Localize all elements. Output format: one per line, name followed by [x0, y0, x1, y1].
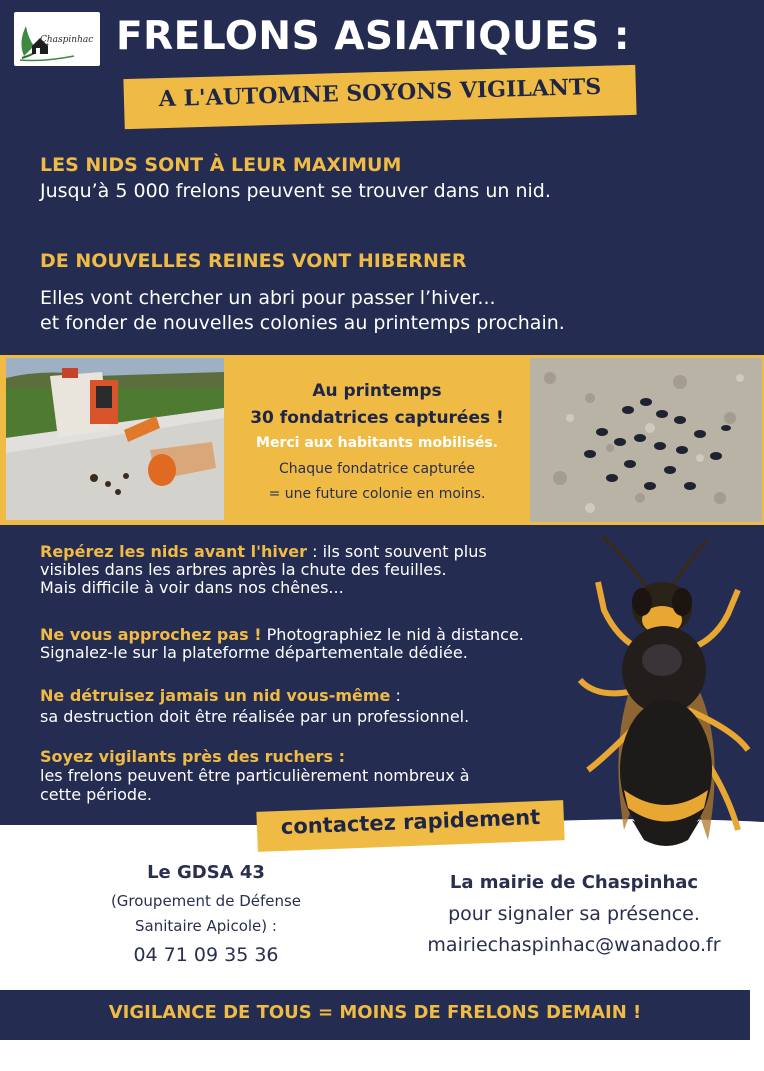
logo-text: Chaspinhac — [40, 35, 94, 45]
queens-text-line1: Elles vont chercher un abri pour passer l’hiver... — [40, 287, 496, 309]
hornet-illustration — [558, 530, 764, 860]
advice-item-2-line2: Signalez-le sur la plateforme départementale dédiée. — [40, 643, 468, 662]
advice-item-4-line2: les frelons peuvent être particulièrement nombreux à — [40, 766, 470, 785]
trap-photo — [6, 358, 224, 520]
advice-item-4-line1 — [40, 748, 345, 765]
page-title: FRELONS ASIATIQUES : — [116, 14, 631, 59]
advice-item-1-line1 — [40, 543, 487, 560]
nests-heading: LES NIDS SONT À LEUR MAXIMUM — [40, 154, 402, 176]
captured-hornets-photo — [530, 358, 762, 522]
gdsa-desc-line1: (Groupement de Défense — [110, 892, 302, 910]
footer-text: VIGILANCE DE TOUS = MOINS DE FRELONS DEMAIN ! — [108, 1002, 642, 1023]
advice-item-2-rest: Photographiez le nid à distance. — [261, 625, 524, 644]
advice-item-3-rest: : — [390, 686, 401, 705]
contact-label: contactez rapidement — [280, 805, 541, 839]
mairie-email[interactable]: mairiechaspinhac@wanadoo.fr — [427, 934, 721, 956]
page-subtitle: A L'AUTOMNE SOYONS VIGILANTS — [158, 73, 602, 113]
mairie-name: La mairie de Chaspinhac — [449, 872, 699, 893]
advice-item-1-line2: visibles dans les arbres après la chute des feuilles. — [40, 560, 447, 579]
nests-text: Jusqu’à 5 000 frelons peuvent se trouver dans un nid. — [40, 180, 551, 202]
advice-item-4-bold: Soyez vigilants près des ruchers : — [40, 747, 346, 766]
logo — [14, 12, 100, 66]
spring-line2: 30 fondatrices capturées ! — [250, 408, 504, 428]
gdsa-name: Le GDSA 43 — [147, 862, 265, 883]
gdsa-phone[interactable]: 04 71 09 35 36 — [133, 944, 279, 966]
advice-item-3-line2: sa destruction doit être réalisée par un professionnel. — [40, 707, 470, 726]
advice-item-3-bold: Ne détruisez jamais un nid vous-même — [40, 686, 391, 705]
advice-item-1-line3: Mais difficile à voir dans nos chênes... — [40, 578, 344, 597]
spring-line1: Au printemps — [312, 381, 442, 401]
advice-item-2-line1 — [40, 626, 524, 643]
queens-heading: DE NOUVELLES REINES VONT HIBERNER — [40, 250, 467, 272]
advice-item-1-bold: Repérez les nids avant l'hiver — [40, 542, 308, 561]
advice-item-3-line1 — [40, 687, 401, 704]
queens-text-line2: et fonder de nouvelles colonies au printemps prochain. — [40, 312, 565, 334]
mairie-desc: pour signaler sa présence. — [448, 903, 700, 925]
advice-item-4-line3: cette période. — [40, 785, 153, 804]
spring-line5: = une future colonie en moins. — [268, 486, 486, 502]
gdsa-desc-line2: Sanitaire Apicole) : — [135, 917, 277, 935]
spring-line4: Chaque fondatrice capturée — [279, 461, 475, 477]
advice-item-1-rest: : ils sont souvent plus — [307, 542, 487, 561]
advice-item-2-bold: Ne vous approchez pas ! — [40, 625, 262, 644]
spring-line3: Merci aux habitants mobilisés. — [256, 435, 498, 451]
